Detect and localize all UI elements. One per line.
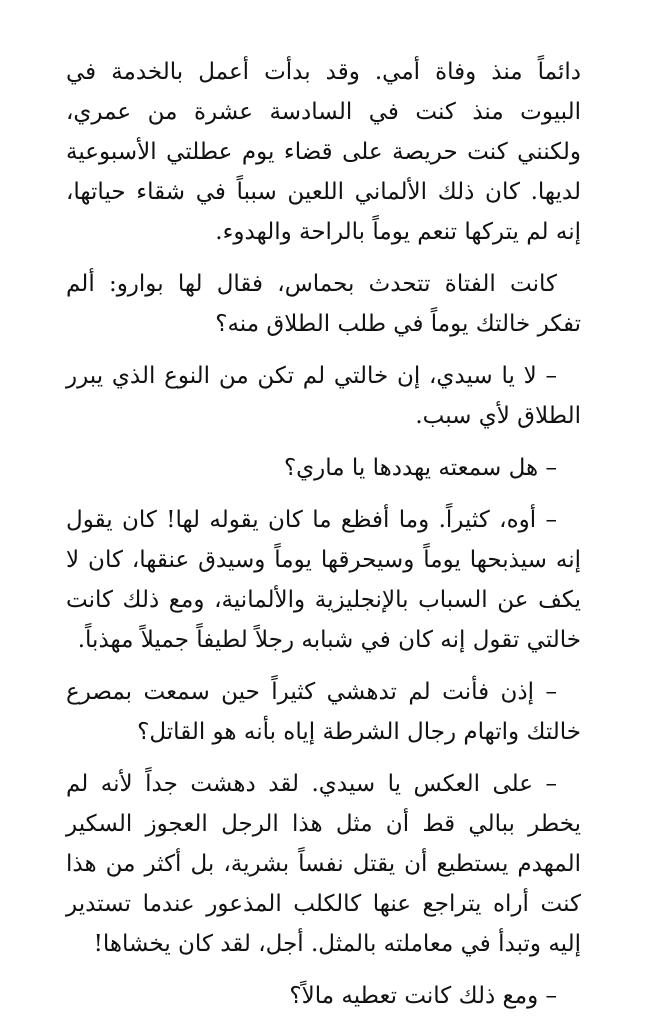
dialog-line: – ومع ذلك كانت تعطيه مالاً؟ (289, 983, 557, 1009)
dialog-line: – إذن فأنت لم تدهشي كثيراً حين سمعت بمصرع خالتك واتهام رجال الشرطة إياه بأنه هو القاتل؟ (66, 679, 581, 745)
paragraph-narration: كانت الفتاة تتحدث بحماس، فقال لها بوارو: ألم تفكر خالتك يوماً في طلب الطلاق منه؟ (66, 271, 581, 337)
dialog-line: – أوه، كثيراً. وما أفظع ما كان يقوله لها! كان يقول إنه سيذبحها يوماً وسيحرقها يوماً وسيدق عنقها، كان لا يكف عن السباب بالإنجليزية والألمانية، ومع ذلك كانت خالتي تقول إنه كان في شبابه رجلاً لطيفاً جميلاً مهذباً. (66, 507, 581, 653)
paragraph-continuation: دائماً منذ وفاة أمي. وقد بدأت أعمل بالخدمة في البيوت منذ كنت في السادسة عشرة من عمري، ولكنني كنت حريصة على قضاء يوم عطلتي الأسبوعية لديها. كان ذلك الألماني اللعين سبباً في شقاء حياتها، إنه لم يتركها تنعم يوماً بالراحة والهدوء. (66, 59, 581, 245)
dialog-line: – لا يا سيدي، إن خالتي لم تكن من النوع الذي يبرر الطلاق لأي سبب. (66, 363, 581, 429)
dialog-line: – على العكس يا سيدي. لقد دهشت جداً لأنه لم يخطر ببالي قط أن مثل هذا الرجل العجوز السكير المهدم يستطيع أن يقتل نفساً بشرية، بل أكثر من هذا كنت أراه يتراجع عنها كالكلب المذعور عندما تستدير إليه وتبدأ في معاملته بالمثل. أجل، لقد كان يخشاها! (66, 771, 581, 957)
dialog-line: – هل سمعته يهددها يا ماري؟ (283, 455, 557, 481)
